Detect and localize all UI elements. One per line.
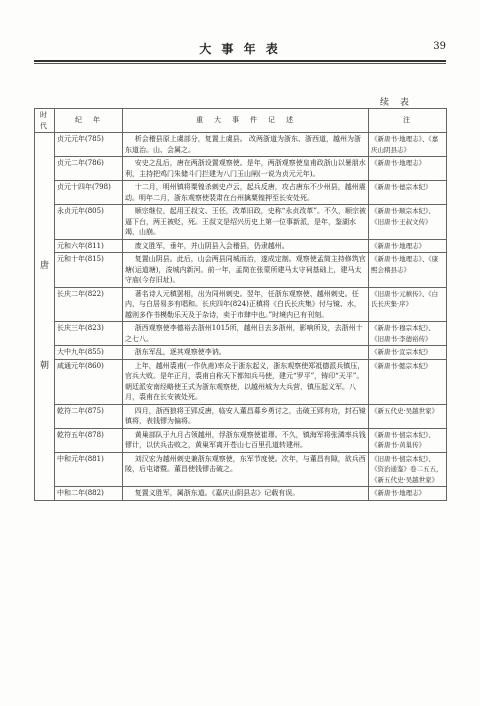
event-cell: 十二月，明州镇将粟锽杀刺史卢云，起兵反唐，攻占唐东不少州县，越州震动。明年二月，浙东观察使裴肃在台州擒粟锽押至长安处死。: [123, 181, 369, 205]
table-row: [35, 487, 447, 501]
column-header-year: 纪 年: [55, 109, 123, 133]
table-header-row: [35, 109, 447, 133]
event-cell: 复置山阴县。此后，山会两县同城而治，遂成定制。观察使孟简主持修筑官塘(运道塘)，浚城内新河。前一年，孟简在张蒙所建马太守祠基础上，建马太守庙(今存旧址)。: [123, 253, 369, 288]
year-cell: 乾符二年(875): [55, 404, 123, 428]
year-cell: 元和六年(811): [55, 239, 123, 253]
note-cell: 《新唐书·穆宗本纪》、《旧唐书·李德裕传》: [369, 322, 447, 346]
year-cell: 中和二年(882): [55, 487, 123, 501]
year-cell: 贞元二年(786): [55, 157, 123, 181]
event-cell: 复置义胜军，属浙东道。《嘉庆山阴县志》记载有误。: [123, 487, 369, 501]
event-cell: 四月，浙西狼将王郢反唐，临安人董昌募乡勇讨之，击破王郢有功，封石镜镇将，表钱镠为偏将。: [123, 404, 369, 428]
table-row: [35, 428, 447, 452]
continuation-label: 续 表: [380, 98, 413, 108]
note-cell: 《旧唐书·僖宗本纪》、《资治通鉴》卷二五五，《新五代史·吴越世家》: [369, 452, 447, 487]
table-row: [35, 287, 447, 322]
table-row: [35, 322, 447, 346]
note-cell: 《新唐书·宣宗本纪》: [369, 346, 447, 360]
table-row: [35, 133, 447, 157]
year-cell: 贞元十四年(798): [55, 181, 123, 205]
event-cell: 著名诗人元稹罢相，出为同州刺史。翌年，任浙东观察使、越州刺史。任内，与白居易多有唱和。长庆四年(824)正稹将《白氏长庆集》付与镜、水，越则多作书模勒乐天及于杂诗，卖于市肆中也。”时境内已有刊刻。: [123, 287, 369, 322]
column-header-era: 时代: [35, 109, 55, 133]
era-cell: [35, 133, 55, 501]
year-cell: 元和十年(815): [55, 253, 123, 288]
note-cell: 《新唐书·地理志》、《康熙会稽县志》: [369, 253, 447, 288]
note-cell: 《新唐书·顺宗本纪》、《旧唐书·王叔文传》: [369, 205, 447, 240]
event-cell: 上年，越州裘甫(一作仇甫)率众于浙东起义，浙东观察使郑祗德派兵镇压，官兵大败。是年正月，裘甫自称天下都知兵马使，建元“罗平”，铸印“天平”。朝廷派安南经略使王式为浙东观察使，以越州城为大兵营，镇压起义军。八月，裘甫在长安被处死。: [123, 359, 369, 404]
header-rule-thick: [34, 60, 446, 62]
event-cell: 析会稽县原上虞部分，复置上虞县。 改两浙道为浙东、浙西道，越州为浙东道治。山、会属之。: [123, 133, 369, 157]
table-row: [35, 239, 447, 253]
year-cell: 长庆二年(822): [55, 287, 123, 322]
table-row: [35, 205, 447, 240]
era-label-char: 朝: [39, 361, 49, 372]
year-cell: 大中九年(855): [55, 346, 123, 360]
page-title: 大 事 年 表: [199, 42, 281, 56]
table-row: [35, 181, 447, 205]
year-cell: 乾符五年(878): [55, 428, 123, 452]
note-cell: 《新唐书·地理志》: [369, 239, 447, 253]
era-label-char: 唐: [39, 260, 49, 271]
chronology-table: [34, 108, 447, 501]
header-rule-thin: [34, 63, 446, 64]
year-cell: 贞元元年(785): [55, 133, 123, 157]
note-cell: 《新唐书·懿宗本纪》: [369, 359, 447, 404]
note-cell: 《新唐书·地理志》、《嘉庆山阴县志》: [369, 133, 447, 157]
table-row: [35, 452, 447, 487]
year-cell: 咸通元年(860): [55, 359, 123, 404]
event-cell: 顺宗继位，起用王叔文、王伾，改革旧政，史称“永贞改革”。不久，顺宗被逼下台，两王被贬，死。王叔文是绍兴历史上第一位事新派，是年，鉴湖水竭，山崩。: [123, 205, 369, 240]
event-cell: 废义胜军，垂年，并山阴县入会稽县，仍隶越州。: [123, 239, 369, 253]
table-row: [35, 346, 447, 360]
year-cell: 中和元年(881): [55, 452, 123, 487]
page-number: 39: [433, 41, 446, 52]
table-row: [35, 157, 447, 181]
event-cell: 浙东军乱，逐其观察使李讷。: [123, 346, 369, 360]
event-cell: 刘汉宏为越州刺史兼浙东观察使，东军节度使。次年，与董昌有隙，欲兵西陵，后屯诸暨。董昌使钱镠击破之。: [123, 452, 369, 487]
table-row: [35, 359, 447, 404]
table-row: [35, 404, 447, 428]
running-head: [34, 40, 446, 58]
event-cell: 浙西观察使李德裕去浙州1015所，越州日去多浙州，影响所及，去浙州十之七八。: [123, 322, 369, 346]
column-header-note: 注: [369, 109, 447, 133]
event-cell: 安史之乱后，唐在两浙设置观察使。是年，两浙观察使皇甫政浙山以暑朋水利，主持把鸡门朱储斗门拦建为八门玉山闸(一说为贞元元年)。: [123, 157, 369, 181]
note-cell: 《新唐书·德宗本纪》: [369, 181, 447, 205]
note-cell: 《新唐书·地理志》: [369, 157, 447, 181]
table-row: [35, 253, 447, 288]
year-cell: 永贞元年(805): [55, 205, 123, 240]
note-cell: 《新唐书·僖宗本纪》、《新唐书·黄巢传》: [369, 428, 447, 452]
note-cell: 《新唐书·地理志》: [369, 487, 447, 501]
event-cell: 黄巢部队于九月占领越州，俘浙东观察使崔璆。不久，镇海军将张潾率兵钱镠计，以伏兵击败之，黄巢军离开苍山七百里孔道转建州。: [123, 428, 369, 452]
year-cell: 长庆三年(823): [55, 322, 123, 346]
note-cell: 《旧唐书·元稹传》、《白氏长庆集·序》: [369, 287, 447, 322]
note-cell: 《新五代史·吴越世家》: [369, 404, 447, 428]
column-header-event: 重 大 事 件 记 述: [123, 109, 369, 133]
